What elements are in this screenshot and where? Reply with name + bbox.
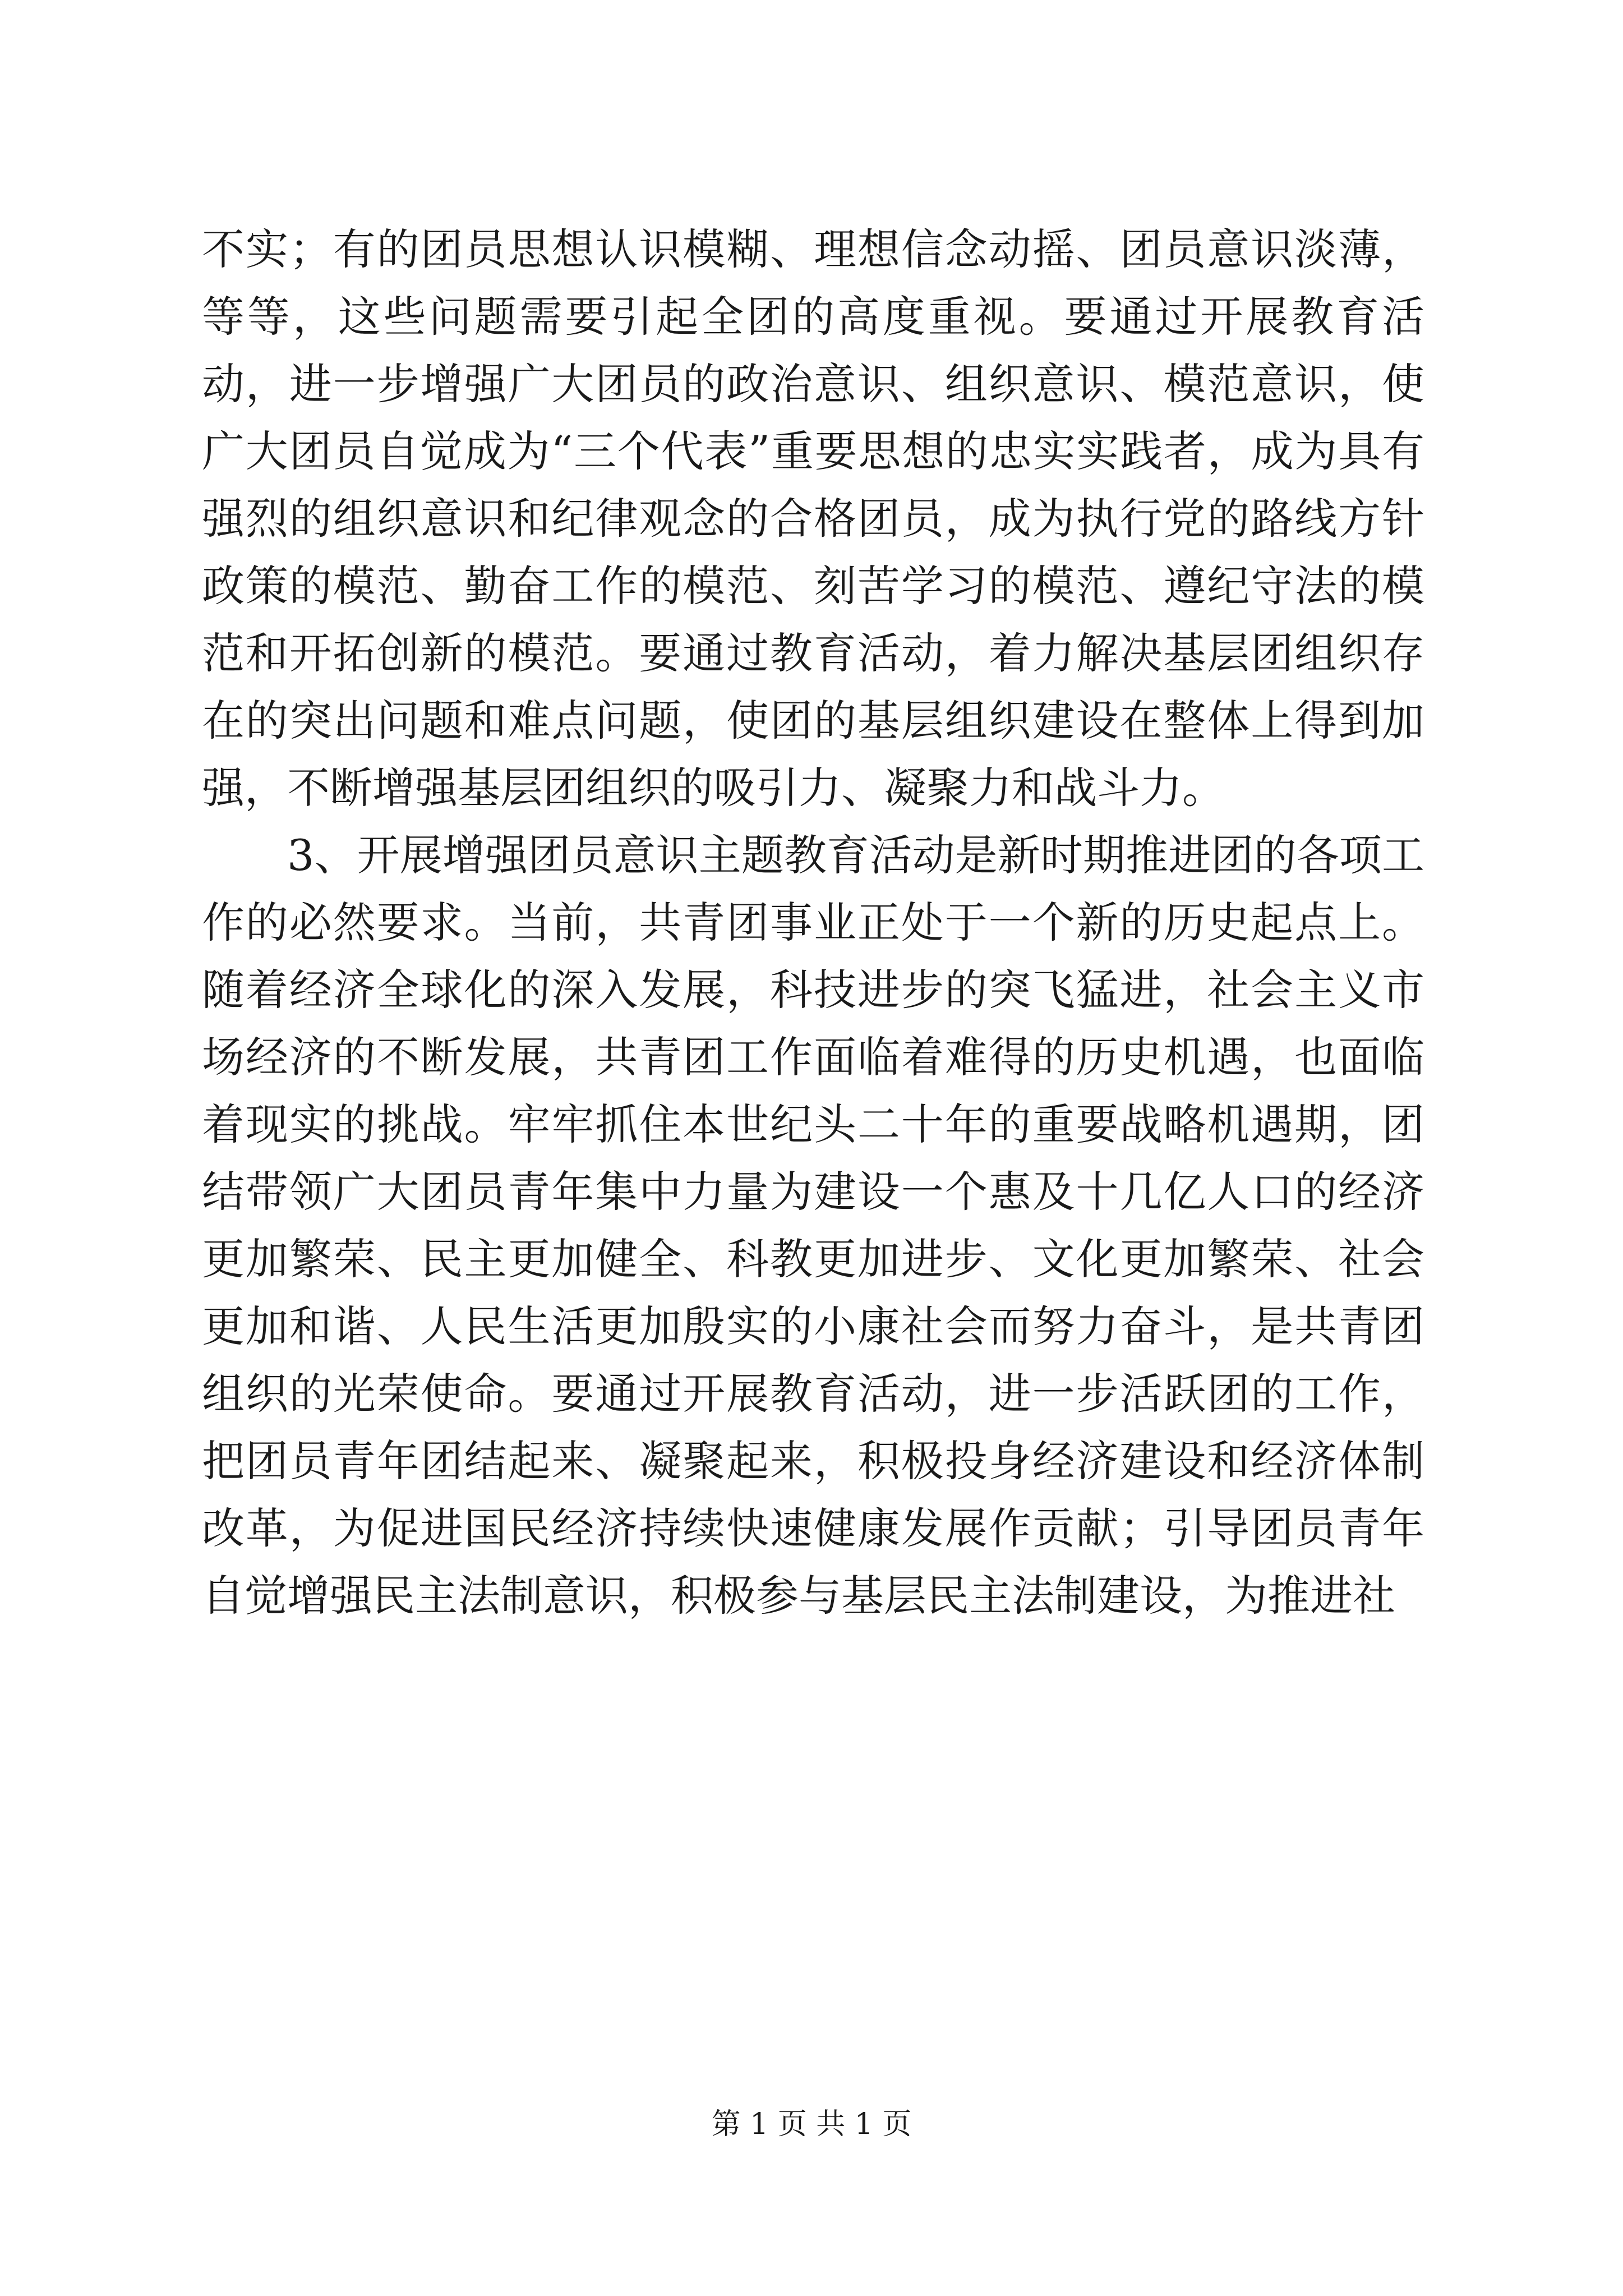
document-body xyxy=(202,216,1424,1630)
paragraph-continuation: 不实；有的团员思想认识模糊、理想信念动摇、团员意识淡薄，等等，这些问题需要引起全团的高度重视。要通过开展教育活动，进一步增强广大团员的政治意识、组织意识、模范意识，使广大团员自觉成为“三个代表”重要思想的忠实实践者，成为具有强烈的组织意识和纪律观念的合格团员，成为执行党的路线方针政策的模范、勤奋工作的模范、刻苦学习的模范、遵纪守法的模范和开拓创新的模范。要通过教育活动，着力解决基层团组织存在的突出问题和难点问题，使团的基层组织建设在整体上得到加强，不断增强基层团组织的吸引力、凝聚力和战斗力。 xyxy=(202,224,1424,813)
paragraph-section-3: 3、开展增强团员意识主题教育活动是新时期推进团的各项工作的必然要求。当前，共青团事业正处于一个新的历史起点上。随着经济全球化的深入发展，科技进步的突飞猛进，社会主义市场经济的不断发展，共青团工作面临着难得的历史机遇，也面临着现实的挑战。牢牢抓住本世纪头二十年的重要战略机遇期，团结带领广大团员青年集中力量为建设一个惠及十几亿人口的经济更加繁荣、民主更加健全、科教更加进步、文化更加繁荣、社会更加和谐、人民生活更加殷实的小康社会而努力奋斗，是共青团组织的光荣使命。要通过开展教育活动，进一步活跃团的工作，把团员青年团结起来、凝聚起来，积极投身经济建设和经济体制改革，为促进国民经济持续快速健康发展作贡献；引导团员青年自觉增强民主法制意识，积极参与基层民主法制建设，为推进社 xyxy=(202,830,1424,1621)
page-footer: 第 1 页 共 1 页 xyxy=(711,2108,912,2141)
